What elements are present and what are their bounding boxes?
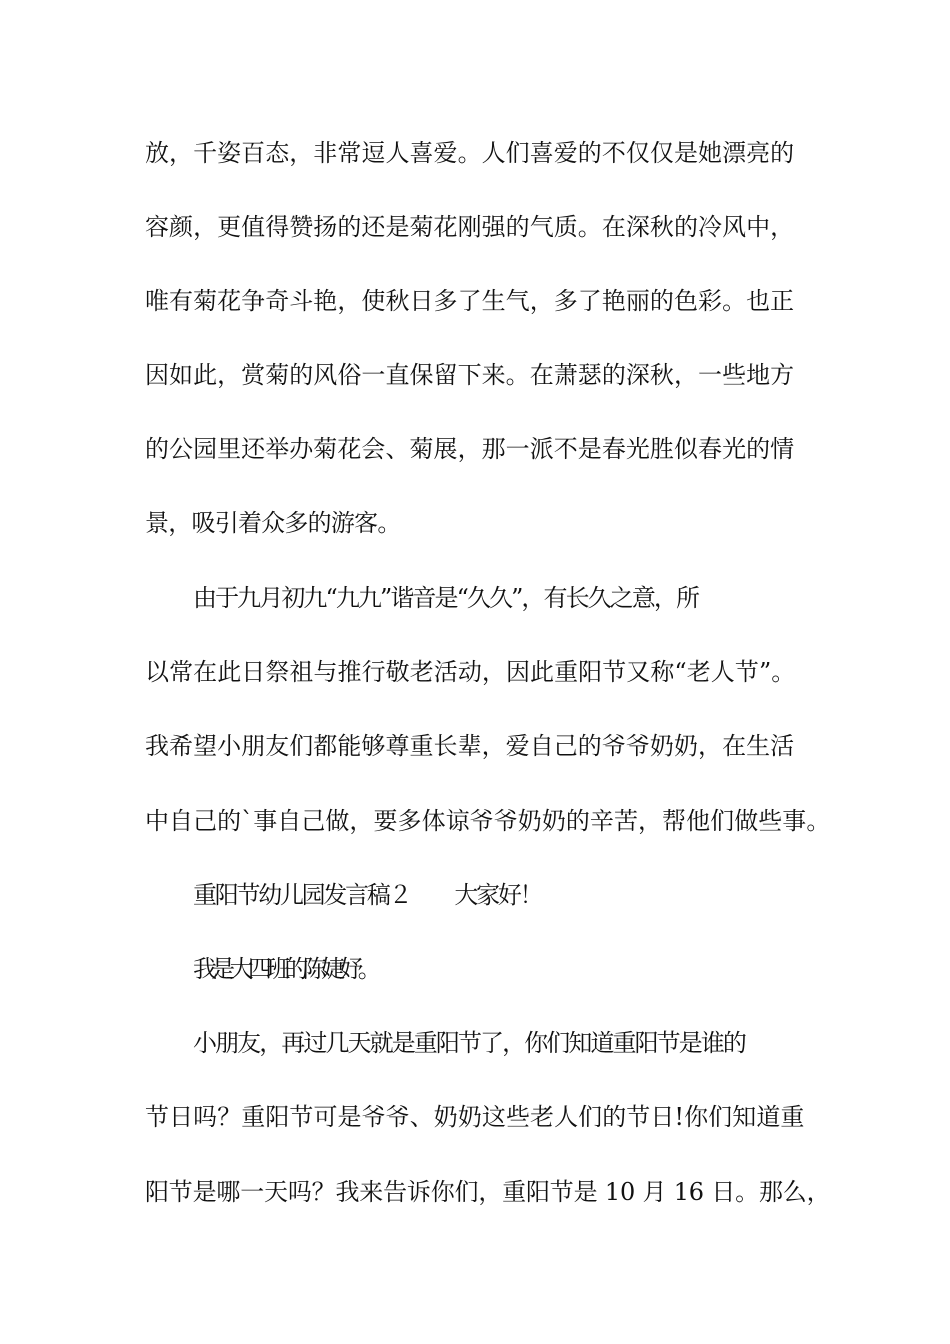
- section-title: 重阳节幼儿园发言稿２: [193, 881, 411, 909]
- text-line: 的公园里还举办菊花会、菊展，那一派不是春光胜似春光的情: [145, 435, 795, 463]
- text-line: 唯有菊花争奇斗艳，使秋日多了生气，多了艳丽的色彩。也正: [145, 287, 795, 315]
- text-line: 我希望小朋友们都能够尊重长辈，爱自己的爷爷奶奶，在生活: [145, 732, 795, 760]
- text-line: 容颜，更值得赞扬的还是菊花刚强的气质。在深秋的冷风中，: [145, 213, 795, 241]
- text-line: 由于九月初九“九九”谐音是“久久”，有长久之意，所: [193, 584, 699, 612]
- text-line: 节日吗？重阳节可是爷爷、奶奶这些老人们的节日!你们知道重: [145, 1103, 805, 1131]
- text-line: 景，吸引着众多的游客。: [145, 509, 401, 537]
- text-line: 中自己的`事自己做，要多体谅爷爷奶奶的辛苦，帮他们做些事。: [145, 807, 831, 835]
- text-line: 以常在此日祭祖与推行敬老活动，因此重阳节又称“老人节”。: [145, 658, 796, 686]
- text-line: 我是大四班的陈婕妤。: [193, 955, 376, 983]
- greeting: 大家好！: [454, 881, 542, 909]
- text-line: 小朋友，再过几天就是重阳节了，你们知道重阳节是谁的: [193, 1029, 745, 1057]
- text-line: 阳节是哪一天吗？我来告诉你们，重阳节是 10 月 16 日。那么，: [145, 1178, 831, 1206]
- section-heading: [193, 880, 893, 910]
- text-line: 因如此，赏菊的风俗一直保留下来。在萧瑟的深秋，一些地方: [145, 361, 795, 389]
- text-line: 放，千姿百态，非常逗人喜爱。人们喜爱的不仅仅是她漂亮的: [145, 139, 795, 167]
